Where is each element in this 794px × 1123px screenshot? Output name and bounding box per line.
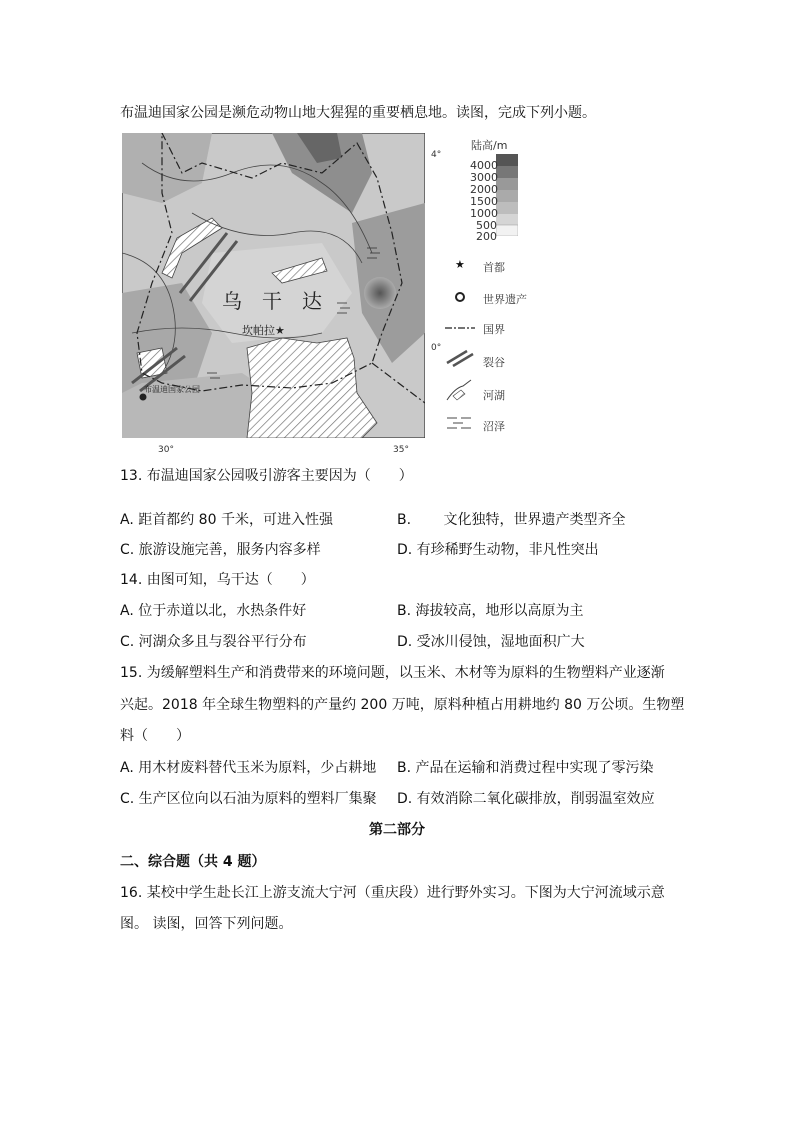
map-legend <box>425 133 545 443</box>
lat-tick-4: 4° <box>431 150 442 160</box>
q14-option-d: D. 受冰川侵蚀，湿地面积广大 <box>397 634 585 650</box>
map-country-label: 乌 干 达 <box>222 289 322 313</box>
legend-swamp: 沼泽 <box>483 420 505 433</box>
legend-world-heritage: 世界遗产 <box>483 293 527 306</box>
elev-500: 500 <box>476 219 497 232</box>
q14-option-b: B. 海拔较高，地形以高原为主 <box>397 603 584 619</box>
section-two-heading: 二、综合题（共 4 题） <box>120 854 266 870</box>
q13-stem: 13. 布温迪国家公园吸引游客主要因为（ ） <box>120 468 413 484</box>
legend-border: 国界 <box>483 323 505 336</box>
map-park-label: 布温迪国家公园 <box>144 385 200 394</box>
uganda-map <box>122 133 425 438</box>
q15-option-a: A. 用木材废料替代玉米为原料，少占耕地 <box>120 760 377 776</box>
lat-tick-0: 0° <box>431 343 442 353</box>
q16-stem-line2: 图。 读图，回答下列问题。 <box>120 916 293 932</box>
world-heritage-icon <box>454 291 466 303</box>
world-heritage-marker <box>140 394 147 401</box>
legend-river-lake: 河湖 <box>483 389 505 402</box>
elev-1000: 1000 <box>470 207 498 220</box>
q14-option-c: C. 河湖众多且与裂谷平行分布 <box>120 634 307 650</box>
q13-option-b: B. 文化独特，世界遗产类型齐全 <box>397 512 626 528</box>
q14-option-a: A. 位于赤道以北，水热条件好 <box>120 603 307 619</box>
elev-200: 200 <box>476 230 497 243</box>
q14-stem: 14. 由图可知，乌干达（ ） <box>120 572 315 588</box>
q16-stem-line1: 16. 某校中学生赴长江上游支流大宁河（重庆段）进行野外实习。下图为大宁河流域示意 <box>120 885 665 901</box>
swamp-icon <box>447 415 475 431</box>
lon-tick-35: 35° <box>393 445 409 455</box>
river-lake-icon <box>445 378 475 402</box>
legend-rift: 裂谷 <box>483 356 505 369</box>
elevation-scale <box>496 154 518 236</box>
capital-icon: ★ <box>455 258 465 271</box>
elev-2000: 2000 <box>470 183 498 196</box>
q15-option-b: B. 产品在运输和消费过程中实现了零污染 <box>397 760 654 776</box>
q15-stem-line2: 兴起。2018 年全球生物塑料的产量约 200 万吨，原料种植占用耕地约 80 万公顷。生物塑 <box>120 697 685 713</box>
q13-option-c: C. 旅游设施完善，服务内容多样 <box>120 542 321 558</box>
q15-stem-line3: 料（ ） <box>120 728 190 744</box>
elev-3000: 3000 <box>470 171 498 184</box>
q13-option-d: D. 有珍稀野生动物，非凡性突出 <box>397 542 599 558</box>
part-two-heading: 第二部分 <box>369 822 425 838</box>
border-icon <box>445 325 475 331</box>
q15-stem-line1: 15. 为缓解塑料生产和消费带来的环境问题，以玉米、木材等为原料的生物塑料产业逐渐 <box>120 665 665 681</box>
elev-1500: 1500 <box>470 195 498 208</box>
legend-capital: 首都 <box>483 261 505 274</box>
rift-icon <box>445 349 475 367</box>
q13-option-a: A. 距首都约 80 千米，可进入性强 <box>120 512 333 528</box>
map-capital-label: 坎帕拉★ <box>242 324 285 337</box>
lon-tick-30: 30° <box>158 445 174 455</box>
intro-text: 布温迪国家公园是濒危动物山地大猩猩的重要栖息地。读图，完成下列小题。 <box>120 105 596 121</box>
q15-option-c: C. 生产区位向以石油为原料的塑料厂集聚 <box>120 791 377 807</box>
legend-title: 陆高/m <box>471 139 508 152</box>
elev-4000: 4000 <box>470 159 498 172</box>
q15-option-d: D. 有效消除二氧化碳排放，削弱温室效应 <box>397 791 655 807</box>
